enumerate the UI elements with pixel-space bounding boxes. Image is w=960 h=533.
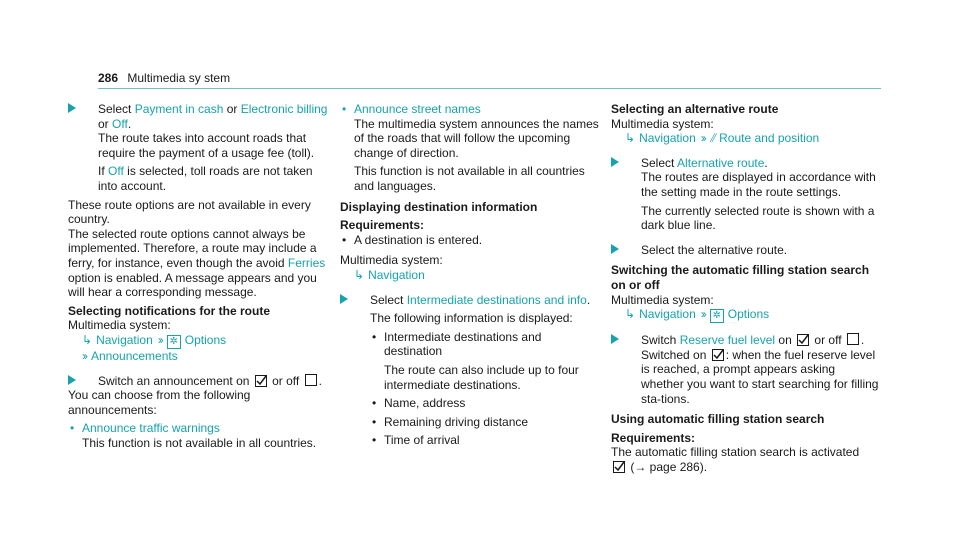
checkbox-checked-icon xyxy=(255,375,267,387)
column-1: Select Payment in cash or Electronic billing or Off. The route takes into account roads that require the payment of a usage fee (toll). If Off is selected, toll roads are not taken into account. These route options are not available in every country. The selected route options cannot always be implemented. Therefore, a route may include a ferry, for instance, even though the avoid Ferries option is enabled. A message appears and you will hear a corresponding message. Selecting notifications for the route Multimedia system: ↳ Navigation ›› ✲ Options ›› Announcements Switch an announcement on or off . You can choose from the following announcements: • Announce traffic warnings This function is not available in all countries. xyxy=(68,102,330,450)
nav-path xyxy=(340,268,602,283)
nav-options[interactable]: Options xyxy=(184,332,227,347)
nav-path xyxy=(611,307,881,323)
availability-note: These route options are not available in every country. xyxy=(68,197,311,227)
step-arrow-icon xyxy=(68,375,76,385)
nav-arrow-icon: ↳ xyxy=(354,267,365,282)
section-heading-destination: Displaying destination information xyxy=(340,199,538,214)
nav-navigation[interactable]: Navigation xyxy=(639,131,696,146)
step-select-alt-route: Select Alternative route. The routes are displayed in accordance with the setting made in the route settings. The currently selected route is shown with a dark blue line. xyxy=(611,156,881,233)
nav-arrow-icon: ↳ xyxy=(625,307,636,322)
page-reference-link[interactable]: (→ page 286). xyxy=(630,459,708,474)
gear-icon: ✲ xyxy=(710,309,724,323)
nav-options[interactable]: Options xyxy=(727,307,770,322)
section-heading-alt-route: Selecting an alternative route xyxy=(611,102,779,116)
step-arrow-icon xyxy=(68,103,76,113)
bullet-traffic-warnings: • Announce traffic warnings xyxy=(68,421,330,436)
step-select-alt: Select the alternative route. xyxy=(611,243,881,258)
column-3: Selecting an alternative route Multimedia system: ↳ Navigation ›› ⫽ Route and position Select Alternative route. The routes are displayed in accordance with the setting made in the route settings. The currently selected route is shown with a dark blue line. Select the alternative route. Switching the automatic filling station search on or off Multimedia system: ↳ Navigation ›› ✲ Options Switch Reserve fuel level on or off . Switched on : when the fuel reserve level is reached, a prompt appears asking whether you want to start searching for filling sta-tions. Using automatic filling station search Requirements: The automatic filling station search is activated (→ page 286). xyxy=(611,102,881,474)
chevron-right-icon: ›› xyxy=(157,332,162,347)
nav-route-position[interactable]: Route and position xyxy=(719,131,820,146)
electronic-billing-option[interactable]: Electronic billing xyxy=(240,102,328,116)
section-heading-notifications: Selecting notifications for the route xyxy=(68,303,271,318)
checkbox-empty-icon xyxy=(305,374,317,386)
bullet-street-names: • Announce street names xyxy=(340,102,602,117)
step-switch-reserve: Switch Reserve fuel level on or off . Switched on : when the fuel reserve level is reached, a prompt appears asking whether you want to start searching for filling sta-tions. xyxy=(611,333,881,406)
nav-arrow-icon: ↳ xyxy=(82,332,93,347)
toll-description: The route takes into account roads that require the payment of a usage fee (toll). xyxy=(98,131,315,160)
step-arrow-icon xyxy=(611,244,619,254)
nav-navigation[interactable]: Navigation xyxy=(368,267,425,282)
checkbox-checked-icon xyxy=(797,334,809,346)
section-heading-fuel-search: Switching the automatic filling station search on or off xyxy=(611,263,870,292)
nav-navigation[interactable]: Navigation xyxy=(96,332,153,347)
nav-arrow-icon: ↳ xyxy=(625,131,636,146)
step-select-payment: Select Payment in cash or Electronic billing or Off. The route takes into account roads that require the payment of a usage fee (toll). If Off is selected, toll roads are not taken into account. xyxy=(68,102,330,194)
chevron-right-icon: ›› xyxy=(700,131,705,146)
route-options-note: The selected route options cannot always be implemented. Therefore, a route may include a ferry, for instance, even though the avoid Ferries option is enabled. A message appears and you will hear a corresponding message. xyxy=(68,226,326,300)
payment-in-cash-option[interactable]: Payment in cash xyxy=(134,102,224,116)
column-2: • Announce street names The multimedia system announces the names of the roads that will follow the upcoming change of direction. This function is not available in all countries and languages. Displaying destination information Requirements: • A destination is entered. Multimedia system: ↳ Navigation Select Intermediate destinations and info. The following information is displayed: • Intermediate destinations and destination The route can also include up to four intermediate destinations. • Name, address • Remaining driving distance • Time of arrival xyxy=(340,102,602,448)
chevron-right-icon: ›› xyxy=(700,307,705,322)
step-switch-announcement: Switch an announcement on or off . xyxy=(68,374,330,389)
nav-path xyxy=(68,333,330,364)
section-title: Multimedia sy stem xyxy=(127,71,231,85)
section-heading-using-fuel-search: Using automatic filling station search xyxy=(611,412,825,427)
off-option[interactable]: Off xyxy=(112,116,128,131)
step-arrow-icon xyxy=(611,334,619,344)
route-position-icon: ⫽ xyxy=(709,131,716,146)
alternative-route-option[interactable]: Alternative route xyxy=(677,155,765,170)
page-number: 286 xyxy=(98,71,119,85)
step-arrow-icon xyxy=(340,294,348,304)
chevron-right-icon: ›› xyxy=(82,348,86,363)
checkbox-checked-icon xyxy=(613,461,625,473)
step-select-intermediate: Select Intermediate destinations and info. The following information is displayed: • Intermediate destinations and destination The route can also include up to four intermediate destinations. • Name, address • Remaining driving distance • Time of arrival xyxy=(340,293,602,448)
nav-navigation[interactable]: Navigation xyxy=(639,307,696,322)
nav-announcements[interactable]: Announcements xyxy=(91,348,178,363)
nav-path xyxy=(611,131,881,146)
intermediate-destinations-option[interactable]: Intermediate destinations and info xyxy=(406,292,587,307)
step-arrow-icon xyxy=(611,157,619,167)
checkbox-empty-icon xyxy=(847,333,859,345)
page-header xyxy=(98,71,230,86)
reserve-fuel-level-option[interactable]: Reserve fuel level xyxy=(679,333,776,348)
header-divider xyxy=(98,88,881,89)
checkbox-checked-icon xyxy=(712,349,724,361)
gear-icon: ✲ xyxy=(167,335,181,349)
choose-note: You can choose from the following announcements: xyxy=(68,388,251,417)
